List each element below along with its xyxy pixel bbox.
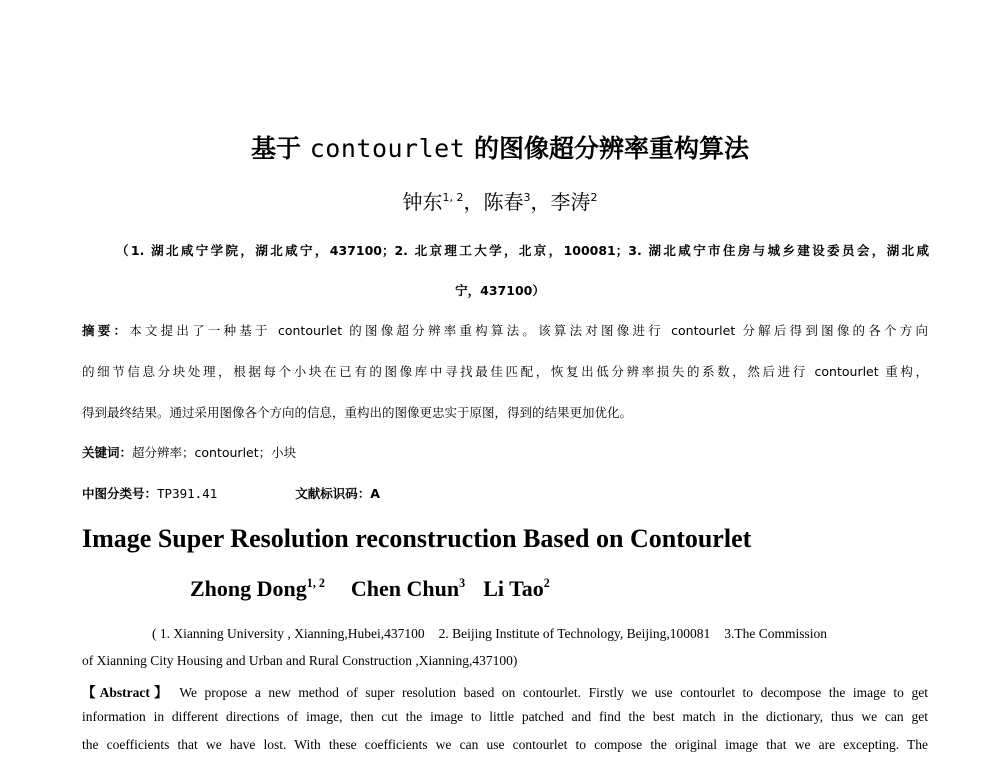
en-abstract-label: 【Abstract】: [82, 685, 172, 700]
en-author-2: Chen Chun: [350, 576, 460, 601]
en-author-2-sup: 3: [459, 575, 466, 590]
en-abstract-line-3: the coefficients that we have lost. With these coefficients we can use contourlet to compose the original image that we are excepting. The: [82, 737, 928, 752]
en-affiliation-item-2: 2. Beijing Institute of Technology, Beijing,100081: [438, 626, 711, 641]
en-abstract-text-1: We propose a new method of super resolution based on contourlet. Firstly we use contourlet to decompose the image to get: [171, 685, 928, 700]
cn-abstract-line-2: 的细节信息分块处理，根据每个小块在已有的图像库中寻找最佳匹配，恢复出低分辨率损失的系数，然后进行 contourlet 重构，: [82, 364, 928, 379]
en-title: Image Super Resolution reconstruction Based on Contourlet: [82, 524, 752, 553]
cn-abstract-line-3: 得到最终结果。通过采用图像各个方向的信息，重构出的图像更忠实于原图，得到的结果更加优化。: [82, 405, 633, 420]
en-author-3: Li Tao: [483, 576, 544, 601]
en-abstract-line-2: information in different directions of image, then cut the image to little patched and find the best match in the dictionary, thus we can get: [82, 709, 928, 724]
cn-keywords-label: 关键词：: [82, 445, 133, 460]
cn-keywords-value: 超分辨率；contourlet；小块: [132, 445, 297, 460]
doc-code-value: A: [370, 486, 380, 501]
cn-author-sep-2: ，: [530, 190, 551, 214]
cn-abstract-line-1: [82, 321, 928, 339]
cn-author-2: 陈春: [483, 190, 524, 214]
en-affiliation-item-3: 3.The Commission: [724, 626, 828, 641]
clc-label: 中图分类号：: [82, 486, 158, 501]
cn-classification: [82, 484, 928, 502]
en-abstract-line-1: [82, 681, 928, 701]
cn-author-1: 钟东: [402, 190, 443, 214]
en-author-3-sup: 2: [543, 575, 550, 590]
cn-keywords: [82, 443, 928, 461]
en-authors: [190, 576, 550, 602]
clc-value: TP391.41: [157, 486, 218, 501]
cn-author-3: 李涛: [550, 190, 591, 214]
cn-title: [0, 129, 1000, 165]
cn-author-1-sup: 1, 2: [442, 190, 464, 204]
cn-author-3-sup: 2: [590, 190, 598, 204]
cn-title-post: 的图像超分辨率重构算法: [473, 134, 749, 163]
cn-abstract-label: 摘要：: [82, 323, 130, 338]
en-author-1: Zhong Dong: [190, 576, 307, 601]
en-affiliation-item-1: ( 1. Xianning University , Xianning,Hubei,437100: [152, 626, 425, 641]
cn-author-2-sup: 3: [523, 190, 531, 204]
cn-affiliation-line-2: 宁，437100）: [455, 283, 545, 298]
en-affiliation-line-1: [152, 626, 928, 642]
cn-authors: [0, 186, 1000, 215]
cn-abstract-text-1: 本文提出了一种基于 contourlet 的图像超分辨率重构算法。该算法对图像进行 contourlet 分解后得到图像的各个方向: [129, 323, 928, 338]
doc-code-label: 文献标识码：: [295, 486, 371, 501]
en-author-1-sup: 1, 2: [306, 575, 325, 590]
cn-author-sep-1: ，: [463, 190, 484, 214]
en-affiliation-line-2: of Xianning City Housing and Urban and Rural Construction ,Xianning,437100): [82, 653, 518, 668]
cn-affiliation-line-1: （1. 湖北咸宁学院，湖北咸宁，437100；2. 北京理工大学，北京，100081；3. 湖北咸宁市住房与城乡建设委员会，湖北咸: [116, 243, 929, 258]
cn-title-pre: 基于: [251, 134, 302, 163]
cn-title-code: contourlet: [309, 134, 466, 163]
